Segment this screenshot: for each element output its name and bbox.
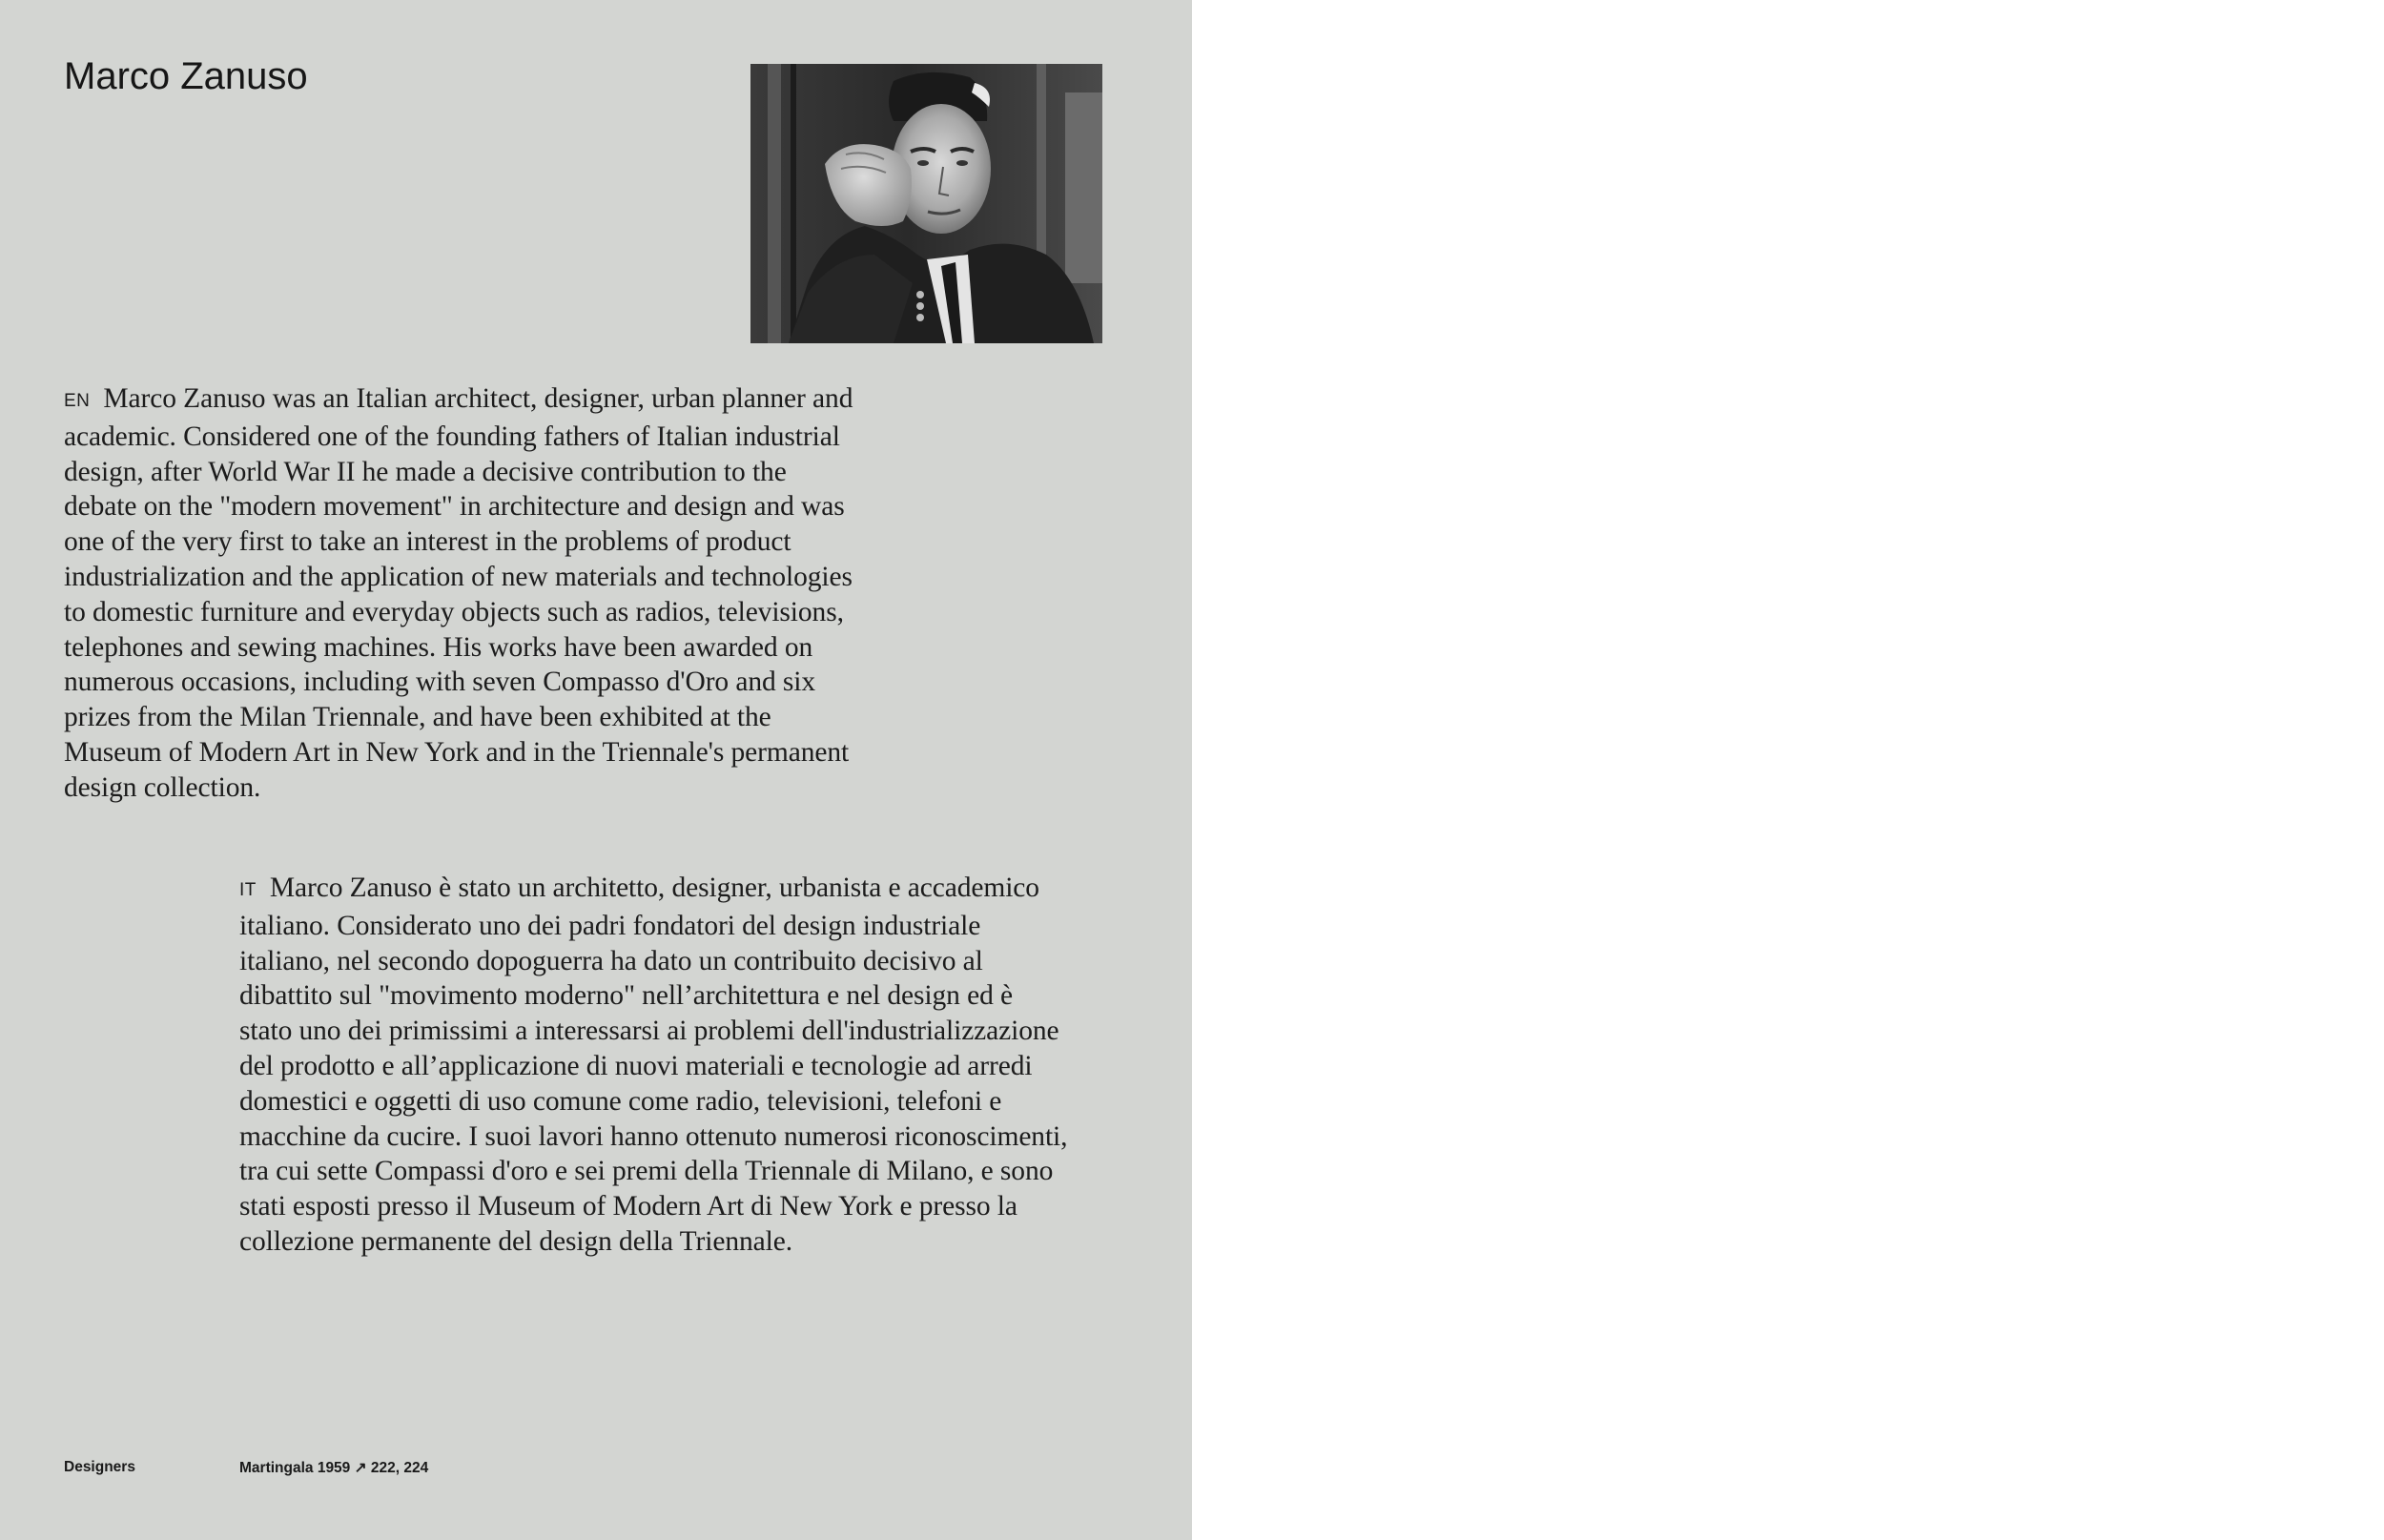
footer-cross-reference: Martingala 1959 ↗ 222, 224 <box>239 1460 429 1476</box>
portrait-photo <box>750 64 1102 343</box>
footer-section-label: Designers <box>64 1459 135 1475</box>
blank-right-page <box>1192 0 2384 1540</box>
bio-italian <box>239 871 1069 1260</box>
bio-italian-text: Marco Zanuso è stato un architetto, designer, urbanista e accademico italiano. Considerato uno dei padri fondatori del design industriale italiano, nel secondo dopoguerra ha dato un contribuito decisivo al dibattito sul "movimento moderno" nell’architettura e nel design ed è stato uno dei primissimi a interessarsi ai problemi dell'industrializzazione del prodotto e all’applicazione di nuovi materiali e tecnologie ad arredi domestici e oggetti di uso comune come radio, televisioni, telefoni e macchine da cucire. I suoi lavori hanno ottenuto numerosi riconoscimenti, tra cui sette Compassi d'oro e sei premi della Triennale di Milano, e sono stati esposti presso il Museum of Modern Art di New York e presso la collezione permanente del design della Triennale. <box>239 873 1068 1257</box>
page-title: Marco Zanuso <box>64 55 308 97</box>
bio-english-text: Marco Zanuso was an Italian architect, designer, urban planner and academic. Considered one of the founding fathers of Italian industrial design, after World War II he made a decisive contribution to the debate on the "modern movement" in architecture and design and was one of the very first to take an interest in the problems of product industrialization and the application of new materials and technologies to domestic furniture and everyday objects such as radios, televisions, telephones and sewing machines. His works have been awarded on numerous occasions, including with seven Compasso d'Oro and six prizes from the Milan Triennale, and have been exhibited at the Museum of Modern Art in New York and in the Triennale's permanent design collection. <box>64 383 853 803</box>
language-tag-it: IT <box>239 880 257 900</box>
bio-english <box>64 381 855 806</box>
language-tag-en: EN <box>64 391 91 411</box>
